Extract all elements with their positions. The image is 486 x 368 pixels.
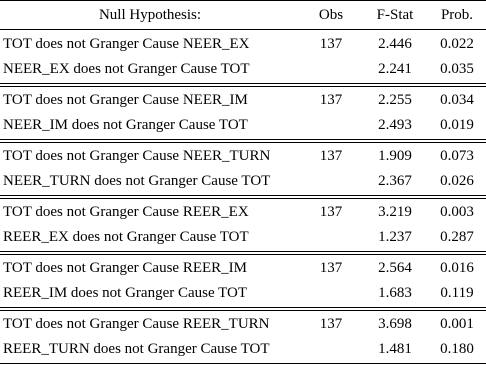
- fstat-cell: 1.237: [378, 229, 412, 245]
- fstat-cell: 2.493: [378, 117, 412, 133]
- prob-cell: 0.022: [440, 36, 474, 52]
- table-row: [0, 256, 486, 281]
- obs-cell: 137: [319, 260, 343, 276]
- obs-cell: 137: [319, 204, 343, 220]
- table-row: [0, 337, 486, 362]
- prob-cell: 0.026: [440, 173, 474, 189]
- table-row: [0, 225, 486, 250]
- table-row: [0, 200, 486, 225]
- fstat-cell: 2.367: [378, 173, 412, 189]
- fstat-cell: 3.219: [378, 204, 412, 220]
- hypothesis-cell: TOT does not Granger Cause NEER_IM: [3, 92, 248, 108]
- hypothesis-cell: TOT does not Granger Cause REER_EX: [3, 204, 249, 220]
- fstat-cell: 1.481: [378, 341, 412, 357]
- header-null-hypothesis: Null Hypothesis:: [98, 6, 202, 23]
- prob-cell: 0.180: [440, 341, 474, 357]
- prob-cell: 0.073: [440, 148, 474, 164]
- prob-cell: 0.035: [440, 61, 474, 77]
- table-row: [0, 57, 486, 82]
- obs-cell: 137: [319, 148, 343, 164]
- fstat-cell: 2.241: [378, 61, 412, 77]
- hypothesis-group: [0, 32, 486, 84]
- prob-cell: 0.034: [440, 92, 474, 108]
- hypothesis-cell: NEER_EX does not Granger Cause TOT: [3, 61, 250, 77]
- hypothesis-cell: TOT does not Granger Cause REER_TURN: [3, 316, 270, 332]
- table-row: [0, 281, 486, 306]
- hypothesis-cell: TOT does not Granger Cause NEER_TURN: [3, 148, 271, 164]
- table-row: [0, 169, 486, 194]
- table-row: [0, 113, 486, 138]
- table-row: [0, 32, 486, 57]
- header-fstat: F-Stat: [376, 6, 414, 23]
- prob-cell: 0.001: [440, 316, 474, 332]
- hypothesis-group: [0, 254, 486, 308]
- table-row: [0, 312, 486, 337]
- hypothesis-group: [0, 310, 486, 364]
- hypothesis-cell: REER_TURN does not Granger Cause TOT: [3, 341, 270, 357]
- fstat-cell: 2.255: [378, 92, 412, 108]
- obs-cell: 137: [319, 36, 343, 52]
- hypothesis-group: [0, 198, 486, 252]
- prob-cell: 0.287: [440, 229, 474, 245]
- hypothesis-cell: TOT does not Granger Cause NEER_EX: [3, 36, 250, 52]
- obs-cell: 137: [319, 92, 343, 108]
- prob-cell: 0.003: [440, 204, 474, 220]
- fstat-cell: 2.564: [378, 260, 412, 276]
- fstat-cell: 1.683: [378, 285, 412, 301]
- hypothesis-cell: NEER_TURN does not Granger Cause TOT: [3, 173, 271, 189]
- fstat-cell: 2.446: [378, 36, 412, 52]
- obs-cell: 137: [319, 316, 343, 332]
- fstat-cell: 1.909: [378, 148, 412, 164]
- hypothesis-group: [0, 86, 486, 140]
- hypothesis-cell: TOT does not Granger Cause REER_IM: [3, 260, 247, 276]
- fstat-cell: 3.698: [378, 316, 412, 332]
- header-prob: Prob.: [440, 6, 474, 23]
- header-obs: Obs: [318, 6, 344, 23]
- hypothesis-cell: REER_EX does not Granger Cause TOT: [3, 229, 249, 245]
- hypothesis-cell: NEER_IM does not Granger Cause TOT: [3, 117, 248, 133]
- prob-cell: 0.016: [440, 260, 474, 276]
- hypothesis-group: [0, 142, 486, 196]
- table-header: [0, 0, 486, 30]
- table-body: [0, 30, 486, 364]
- table-row: [0, 144, 486, 169]
- prob-cell: 0.019: [440, 117, 474, 133]
- hypothesis-cell: REER_IM does not Granger Cause TOT: [3, 285, 247, 301]
- table-row: [0, 88, 486, 113]
- prob-cell: 0.119: [440, 285, 474, 301]
